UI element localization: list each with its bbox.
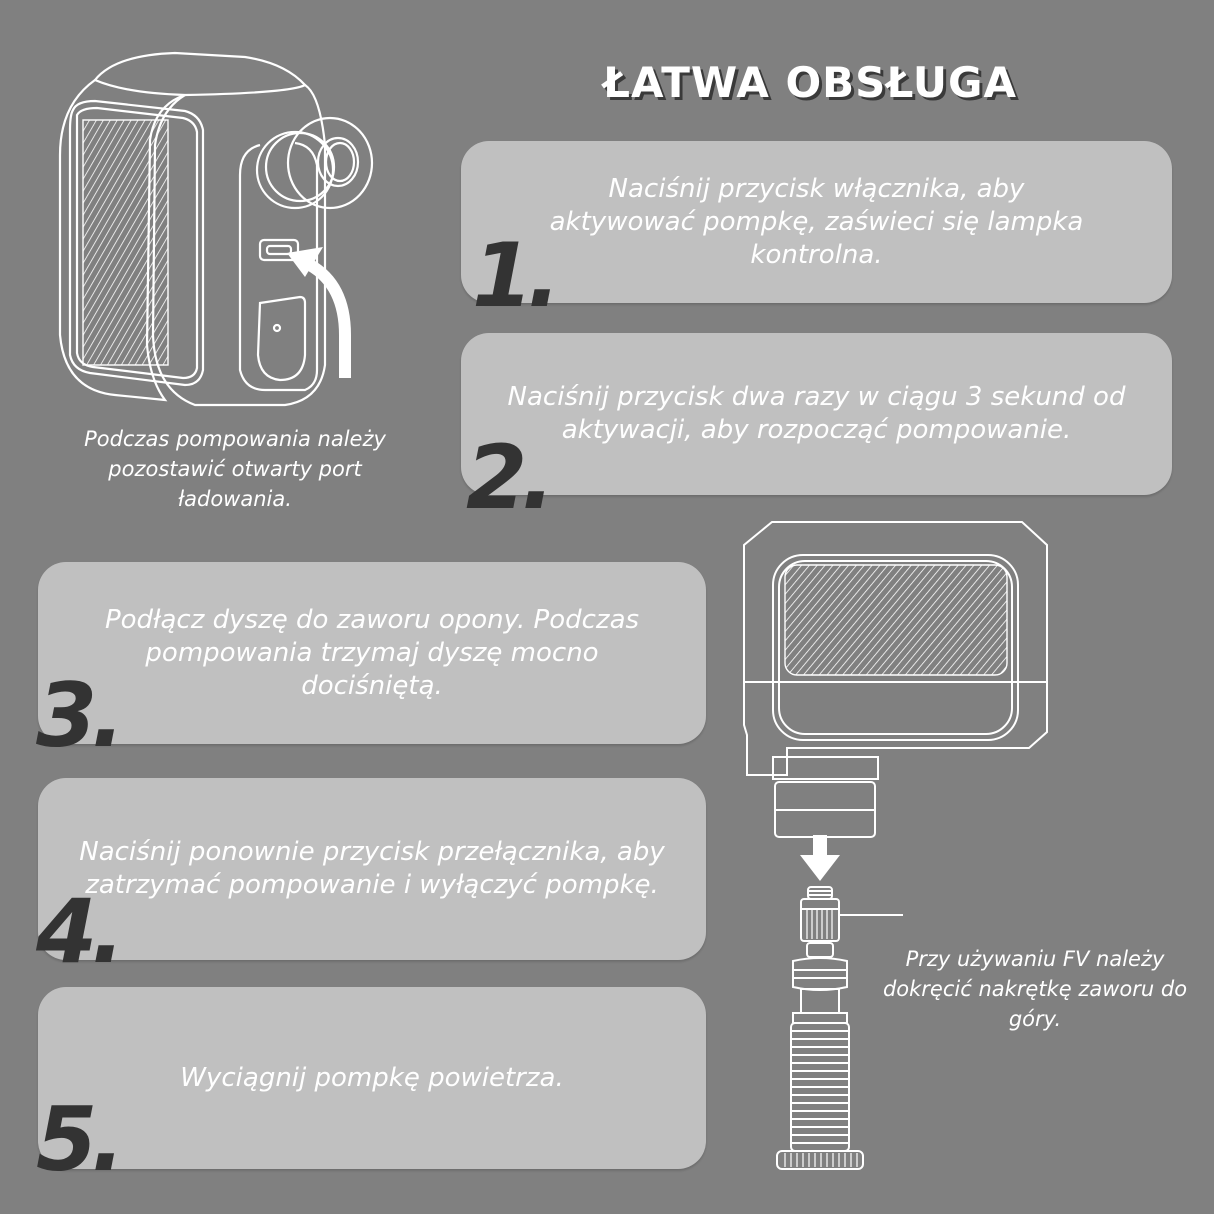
step-1-number: 1. xyxy=(472,224,555,327)
pump-side-illustration xyxy=(55,35,395,415)
page-title: ŁATWA OBSŁUGA xyxy=(603,58,1017,107)
step-2-number: 2. xyxy=(466,426,549,529)
step-2-text: Naciśnij przycisk dwa razy w ciągu 3 sekund od aktywacji, aby rozpocząć pompowanie. xyxy=(507,382,1126,445)
step-4-text: Naciśnij ponownie przycisk przełącznika, aby zatrzymać pompowanie i wyłączyć pompkę. xyxy=(79,837,665,900)
step-3-number: 3. xyxy=(36,664,119,767)
step-2-box xyxy=(461,333,1172,495)
fv-valve-caption: Przy używaniu FV należy dokręcić nakrętkę zaworu do góry. xyxy=(882,947,1188,1031)
down-arrow-icon xyxy=(800,835,840,885)
charging-port-caption: Podczas pompowania należy pozostawić otwarty port ładowania. xyxy=(84,427,386,511)
step-3-box xyxy=(38,562,706,744)
step-4-number: 4. xyxy=(36,880,119,983)
pump-front-illustration xyxy=(745,520,1050,830)
step-5-number: 5. xyxy=(36,1088,119,1191)
step-3-text: Podłącz dyszę do zaworu opony. Podczas pompowania trzymaj dyszę mocno dociśniętą. xyxy=(104,604,640,701)
step-5-box xyxy=(38,987,706,1169)
step-1-text: Naciśnij przycisk włącznika, aby aktywować pompkę, zaświeci się lampka kontrolna. xyxy=(549,173,1084,270)
step-4-box xyxy=(38,778,706,960)
step-1-box xyxy=(461,141,1172,303)
step-5-text: Wyciągnij pompkę powietrza. xyxy=(180,1062,564,1093)
